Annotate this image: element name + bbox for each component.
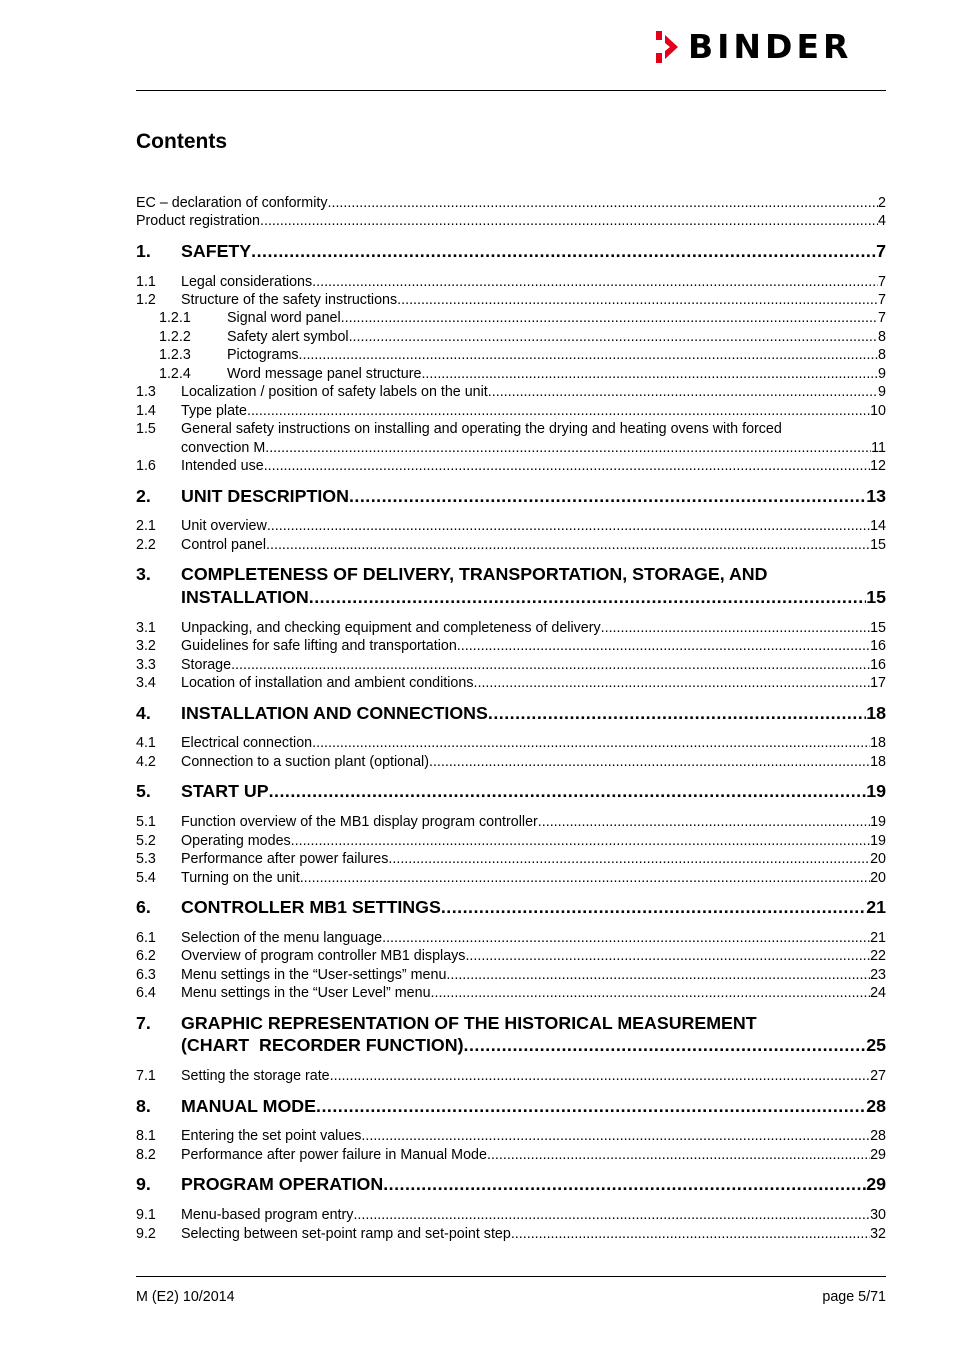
toc-leader	[231, 657, 870, 673]
toc-entry-page: 24	[870, 985, 886, 1001]
toc-leader	[349, 329, 878, 345]
toc-chapter-page: 13	[866, 486, 886, 506]
toc-leader	[312, 274, 878, 290]
toc-chapter-number: 5.	[136, 781, 151, 801]
toc-leader	[429, 754, 870, 770]
toc-chapter-title: PROGRAM OPERATION	[181, 1174, 384, 1194]
toc-leader	[474, 675, 871, 691]
toc-entry-number: 4.1	[136, 735, 156, 751]
toc-entry-page: 15	[870, 537, 886, 553]
toc-entry-title: Unpacking, and checking equipment and completeness of delivery	[181, 620, 601, 636]
toc-entry[interactable]	[136, 735, 886, 751]
toc-leader	[601, 620, 870, 636]
toc-entry[interactable]	[136, 274, 886, 290]
toc-entry-page: 19	[870, 814, 886, 830]
toc-chapter-number: 1.	[136, 241, 151, 261]
toc-leader	[441, 897, 866, 918]
toc-entry[interactable]	[136, 213, 886, 229]
toc-entry[interactable]	[136, 537, 886, 553]
toc-entry-title: Electrical connection	[181, 735, 313, 751]
toc-entry[interactable]	[136, 754, 886, 770]
toc-leader	[309, 587, 866, 608]
toc-chapter-title: UNIT DESCRIPTION	[181, 486, 349, 506]
toc-chapter-title: INSTALLATION AND CONNECTIONS	[181, 703, 488, 723]
toc-entry-number: 5.2	[136, 833, 156, 849]
toc-entry-title: Guidelines for safe lifting and transportation	[181, 638, 457, 654]
toc-chapter-number: 3.	[136, 564, 151, 584]
toc-leader	[269, 781, 867, 802]
footer-rule	[136, 1276, 886, 1277]
toc-entry-page: 22	[870, 948, 886, 964]
toc-entry-number: 1.6	[136, 458, 156, 474]
toc-entry-page: 28	[870, 1128, 886, 1144]
toc-entry-title: Structure of the safety instructions	[181, 292, 398, 308]
toc-entry-title: Menu settings in the “User Level” menu	[181, 985, 431, 1001]
toc-entry-number: 1.2.3	[159, 347, 191, 363]
toc-entry-page: 9	[878, 384, 886, 400]
toc-entry-page: 2	[878, 195, 886, 211]
toc-leader	[247, 403, 870, 419]
toc-entry-page: 23	[870, 967, 886, 983]
toc-entry-page: 9	[878, 366, 886, 382]
toc-chapter-page: 29	[866, 1174, 886, 1194]
toc-chapter-number: 6.	[136, 897, 151, 917]
toc-chapter[interactable]	[136, 1096, 886, 1117]
toc-entry[interactable]	[136, 458, 886, 474]
toc-entry-title: Legal considerations	[181, 274, 313, 290]
toc-entry[interactable]	[136, 1226, 886, 1242]
toc-entry[interactable]	[136, 195, 886, 211]
toc-entry[interactable]	[136, 310, 886, 326]
toc-entry-page: 14	[870, 518, 886, 534]
toc-leader	[464, 1035, 867, 1056]
toc-chapter-title: START UP	[181, 781, 269, 801]
toc-entry-title: Location of installation and ambient conditions	[181, 675, 474, 691]
toc-entry-page: 20	[870, 870, 886, 886]
toc-chapter[interactable]	[136, 897, 886, 918]
binder-logo-mark-icon	[656, 31, 678, 63]
toc-chapter-continuation[interactable]	[181, 1035, 886, 1056]
toc-entry-title: General safety instructions on installing and operating the drying and heating ovens with forced	[181, 421, 782, 437]
toc-chapter[interactable]	[136, 564, 886, 585]
toc-leader	[457, 638, 870, 654]
toc-chapter-page: 28	[866, 1096, 886, 1116]
toc-chapter[interactable]	[136, 703, 886, 724]
toc-entry-title: Entering the set point values	[181, 1128, 362, 1144]
toc-entry-page: 17	[870, 675, 886, 691]
toc-entry[interactable]	[136, 384, 886, 400]
footer-doc-id: M (E2) 10/2014	[136, 1289, 235, 1305]
toc-leader	[260, 213, 878, 229]
toc-entry[interactable]	[136, 948, 886, 964]
toc-entry-title: Control panel	[181, 537, 267, 553]
footer-page-number: page 5/71	[822, 1289, 886, 1305]
toc-entry-number: 3.1	[136, 620, 156, 636]
toc-entry-number: 3.3	[136, 657, 156, 673]
toc-leader	[488, 703, 866, 724]
toc-leader	[446, 967, 870, 983]
toc-leader	[265, 440, 871, 456]
toc-entry-number: 1.2	[136, 292, 156, 308]
toc-leader	[382, 930, 870, 946]
toc-entry[interactable]	[136, 1207, 886, 1223]
toc-entry-number: 8.1	[136, 1128, 156, 1144]
toc-entry[interactable]	[136, 620, 886, 636]
toc-entry-title: convection M	[181, 440, 266, 456]
toc-entry-page: 29	[870, 1147, 886, 1163]
toc-entry-page: 15	[870, 620, 886, 636]
toc-entry-title: EC – declaration of conformity	[136, 195, 328, 211]
toc-chapter-number: 8.	[136, 1096, 151, 1116]
toc-entry[interactable]	[136, 985, 886, 1001]
toc-entry-number: 2.1	[136, 518, 156, 534]
toc-entry-number: 5.1	[136, 814, 156, 830]
logo-wordmark: BINDER	[688, 27, 853, 66]
toc-chapter[interactable]	[136, 781, 886, 802]
toc-leader	[316, 1096, 866, 1117]
toc-entry-title: Performance after power failures	[181, 851, 389, 867]
toc-entry-title: Intended use	[181, 458, 264, 474]
toc-chapter-page: 7	[876, 241, 886, 261]
toc-leader	[388, 851, 870, 867]
toc-chapter-page: 18	[866, 703, 886, 723]
toc-entry[interactable]	[136, 347, 886, 363]
toc-chapter-title: (CHART RECORDER FUNCTION)	[181, 1035, 464, 1055]
toc-entry[interactable]	[136, 638, 886, 654]
toc-leader	[251, 241, 876, 262]
toc-chapter[interactable]	[136, 1013, 886, 1034]
toc-entry-page: 30	[870, 1207, 886, 1223]
toc-chapter[interactable]	[136, 241, 886, 262]
toc-entry-title: Setting the storage rate	[181, 1068, 330, 1084]
toc-chapter-title: MANUAL MODE	[181, 1096, 317, 1116]
toc-entry-page: 18	[870, 735, 886, 751]
toc-entry[interactable]	[136, 403, 886, 419]
toc-entry-title: Selection of the menu language	[181, 930, 383, 946]
toc-leader	[349, 486, 866, 507]
toc-entry-number: 7.1	[136, 1068, 156, 1084]
toc-entry[interactable]	[136, 1068, 886, 1084]
toc-entry-title: Localization / position of safety labels on the unit	[181, 384, 488, 400]
toc-entry[interactable]	[136, 366, 886, 382]
toc-leader	[511, 1226, 870, 1242]
toc-entry-number: 3.4	[136, 675, 156, 691]
toc-entry-title: Selecting between set-point ramp and set-point step	[181, 1226, 511, 1242]
toc-entry-title: Performance after power failure in Manual Mode	[181, 1147, 487, 1163]
toc-entry-number: 2.2	[136, 537, 156, 553]
toc-leader	[266, 537, 870, 553]
toc-leader	[291, 833, 870, 849]
toc-chapter[interactable]	[136, 1174, 886, 1195]
toc-entry-title: Overview of program controller MB1 displays	[181, 948, 466, 964]
toc-entry-number: 1.2.4	[159, 366, 191, 382]
toc-entry-number: 1.1	[136, 274, 156, 290]
toc-leader	[383, 1174, 866, 1195]
toc-entry-continuation[interactable]	[181, 440, 886, 456]
toc-entry-number: 6.3	[136, 967, 156, 983]
toc-leader	[431, 985, 871, 1001]
toc-entry-page: 21	[870, 930, 886, 946]
binder-logo	[656, 27, 853, 66]
toc-entry[interactable]	[136, 421, 886, 437]
toc-entry-number: 1.2.1	[159, 310, 191, 326]
toc-chapter-number: 7.	[136, 1013, 151, 1033]
toc-entry[interactable]	[136, 1128, 886, 1144]
toc-entry-page: 7	[878, 292, 886, 308]
toc-entry-page: 8	[878, 329, 886, 345]
page-title: Contents	[136, 130, 227, 153]
toc-entry[interactable]	[136, 833, 886, 849]
toc-leader	[299, 347, 879, 363]
toc-entry-number: 5.4	[136, 870, 156, 886]
toc-chapter-title: CONTROLLER MB1 SETTINGS	[181, 897, 441, 917]
toc-entry-page: 10	[870, 403, 886, 419]
toc-leader	[465, 948, 870, 964]
toc-entry[interactable]	[136, 870, 886, 886]
toc-leader	[300, 870, 870, 886]
toc-entry-number: 5.3	[136, 851, 156, 867]
toc-entry-page: 11	[871, 440, 886, 456]
toc-leader	[487, 1147, 870, 1163]
toc-entry-page: 20	[870, 851, 886, 867]
toc-entry-page: 19	[870, 833, 886, 849]
toc-entry-page: 8	[878, 347, 886, 363]
toc-chapter-title: SAFETY	[181, 241, 252, 261]
toc-entry-page: 16	[870, 638, 886, 654]
toc-chapter-page: 15	[866, 587, 886, 607]
toc-entry-page: 12	[870, 458, 886, 474]
toc-entry-page: 27	[870, 1068, 886, 1084]
toc-entry-title: Signal word panel	[227, 310, 341, 326]
toc-chapter-title: COMPLETENESS OF DELIVERY, TRANSPORTATION, STORAGE, AND	[181, 564, 768, 584]
toc-leader	[538, 814, 870, 830]
toc-entry-number: 9.2	[136, 1226, 156, 1242]
toc-entry-title: Connection to a suction plant (optional)	[181, 754, 429, 770]
toc-leader	[353, 1207, 870, 1223]
toc-entry[interactable]	[136, 518, 886, 534]
toc-entry-number: 9.1	[136, 1207, 156, 1223]
toc-chapter-continuation[interactable]	[181, 587, 886, 608]
toc-chapter-page: 25	[866, 1035, 886, 1055]
toc-entry-number: 1.5	[136, 421, 156, 437]
toc-leader	[421, 366, 878, 382]
toc-leader	[397, 292, 878, 308]
toc-entry[interactable]	[136, 851, 886, 867]
toc-leader	[341, 310, 878, 326]
toc-entry-title: Operating modes	[181, 833, 291, 849]
toc-entry-number: 3.2	[136, 638, 156, 654]
toc-chapter-number: 4.	[136, 703, 151, 723]
header-rule	[136, 90, 886, 91]
toc-chapter-title: INSTALLATION	[181, 587, 309, 607]
toc-chapter-title: GRAPHIC REPRESENTATION OF THE HISTORICAL MEASUREMENT	[181, 1013, 757, 1033]
toc-entry[interactable]	[136, 329, 886, 345]
toc-chapter-number: 9.	[136, 1174, 151, 1194]
toc-entry-page: 18	[870, 754, 886, 770]
toc-entry-page: 16	[870, 657, 886, 673]
toc-leader	[264, 458, 870, 474]
toc-chapter[interactable]	[136, 486, 886, 507]
toc-leader	[312, 735, 870, 751]
toc-entry[interactable]	[136, 675, 886, 691]
toc-entry-page: 7	[878, 274, 886, 290]
toc-chapter-page: 19	[866, 781, 886, 801]
toc-entry[interactable]	[136, 967, 886, 983]
toc-entry-title: Menu settings in the “User-settings” menu	[181, 967, 447, 983]
toc-leader	[361, 1128, 870, 1144]
toc-entry-number: 6.2	[136, 948, 156, 964]
toc-entry-title: Turning on the unit	[181, 870, 300, 886]
toc-entry-number: 4.2	[136, 754, 156, 770]
toc-entry-title: Safety alert symbol	[227, 329, 349, 345]
toc-entry-title: Type plate	[181, 403, 247, 419]
toc-entry[interactable]	[136, 1147, 886, 1163]
toc-entry-number: 6.4	[136, 985, 156, 1001]
toc-chapter-number: 2.	[136, 486, 151, 506]
toc-entry-title: Pictograms	[227, 347, 299, 363]
toc-leader	[267, 518, 870, 534]
toc-entry-number: 8.2	[136, 1147, 156, 1163]
toc-entry-title: Product registration	[136, 213, 260, 229]
toc-entry-page: 7	[878, 310, 886, 326]
toc-leader	[328, 195, 879, 211]
toc-leader	[488, 384, 878, 400]
toc-entry[interactable]	[136, 814, 886, 830]
toc-entry-title: Storage	[181, 657, 232, 673]
toc-leader	[330, 1068, 870, 1084]
toc-entry-number: 1.4	[136, 403, 156, 419]
toc-entry[interactable]	[136, 657, 886, 673]
toc-entry-page: 4	[878, 213, 886, 229]
toc-entry[interactable]	[136, 292, 886, 308]
toc-entry[interactable]	[136, 930, 886, 946]
toc-entry-title: Menu-based program entry	[181, 1207, 354, 1223]
toc-entry-title: Function overview of the MB1 display program controller	[181, 814, 538, 830]
toc-entry-number: 1.2.2	[159, 329, 191, 345]
toc-entry-page: 32	[870, 1226, 886, 1242]
toc-chapter-page: 21	[866, 897, 886, 917]
toc-entry-title: Word message panel structure	[227, 366, 422, 382]
toc-entry-number: 1.3	[136, 384, 156, 400]
toc-entry-title: Unit overview	[181, 518, 267, 534]
toc-entry-number: 6.1	[136, 930, 156, 946]
